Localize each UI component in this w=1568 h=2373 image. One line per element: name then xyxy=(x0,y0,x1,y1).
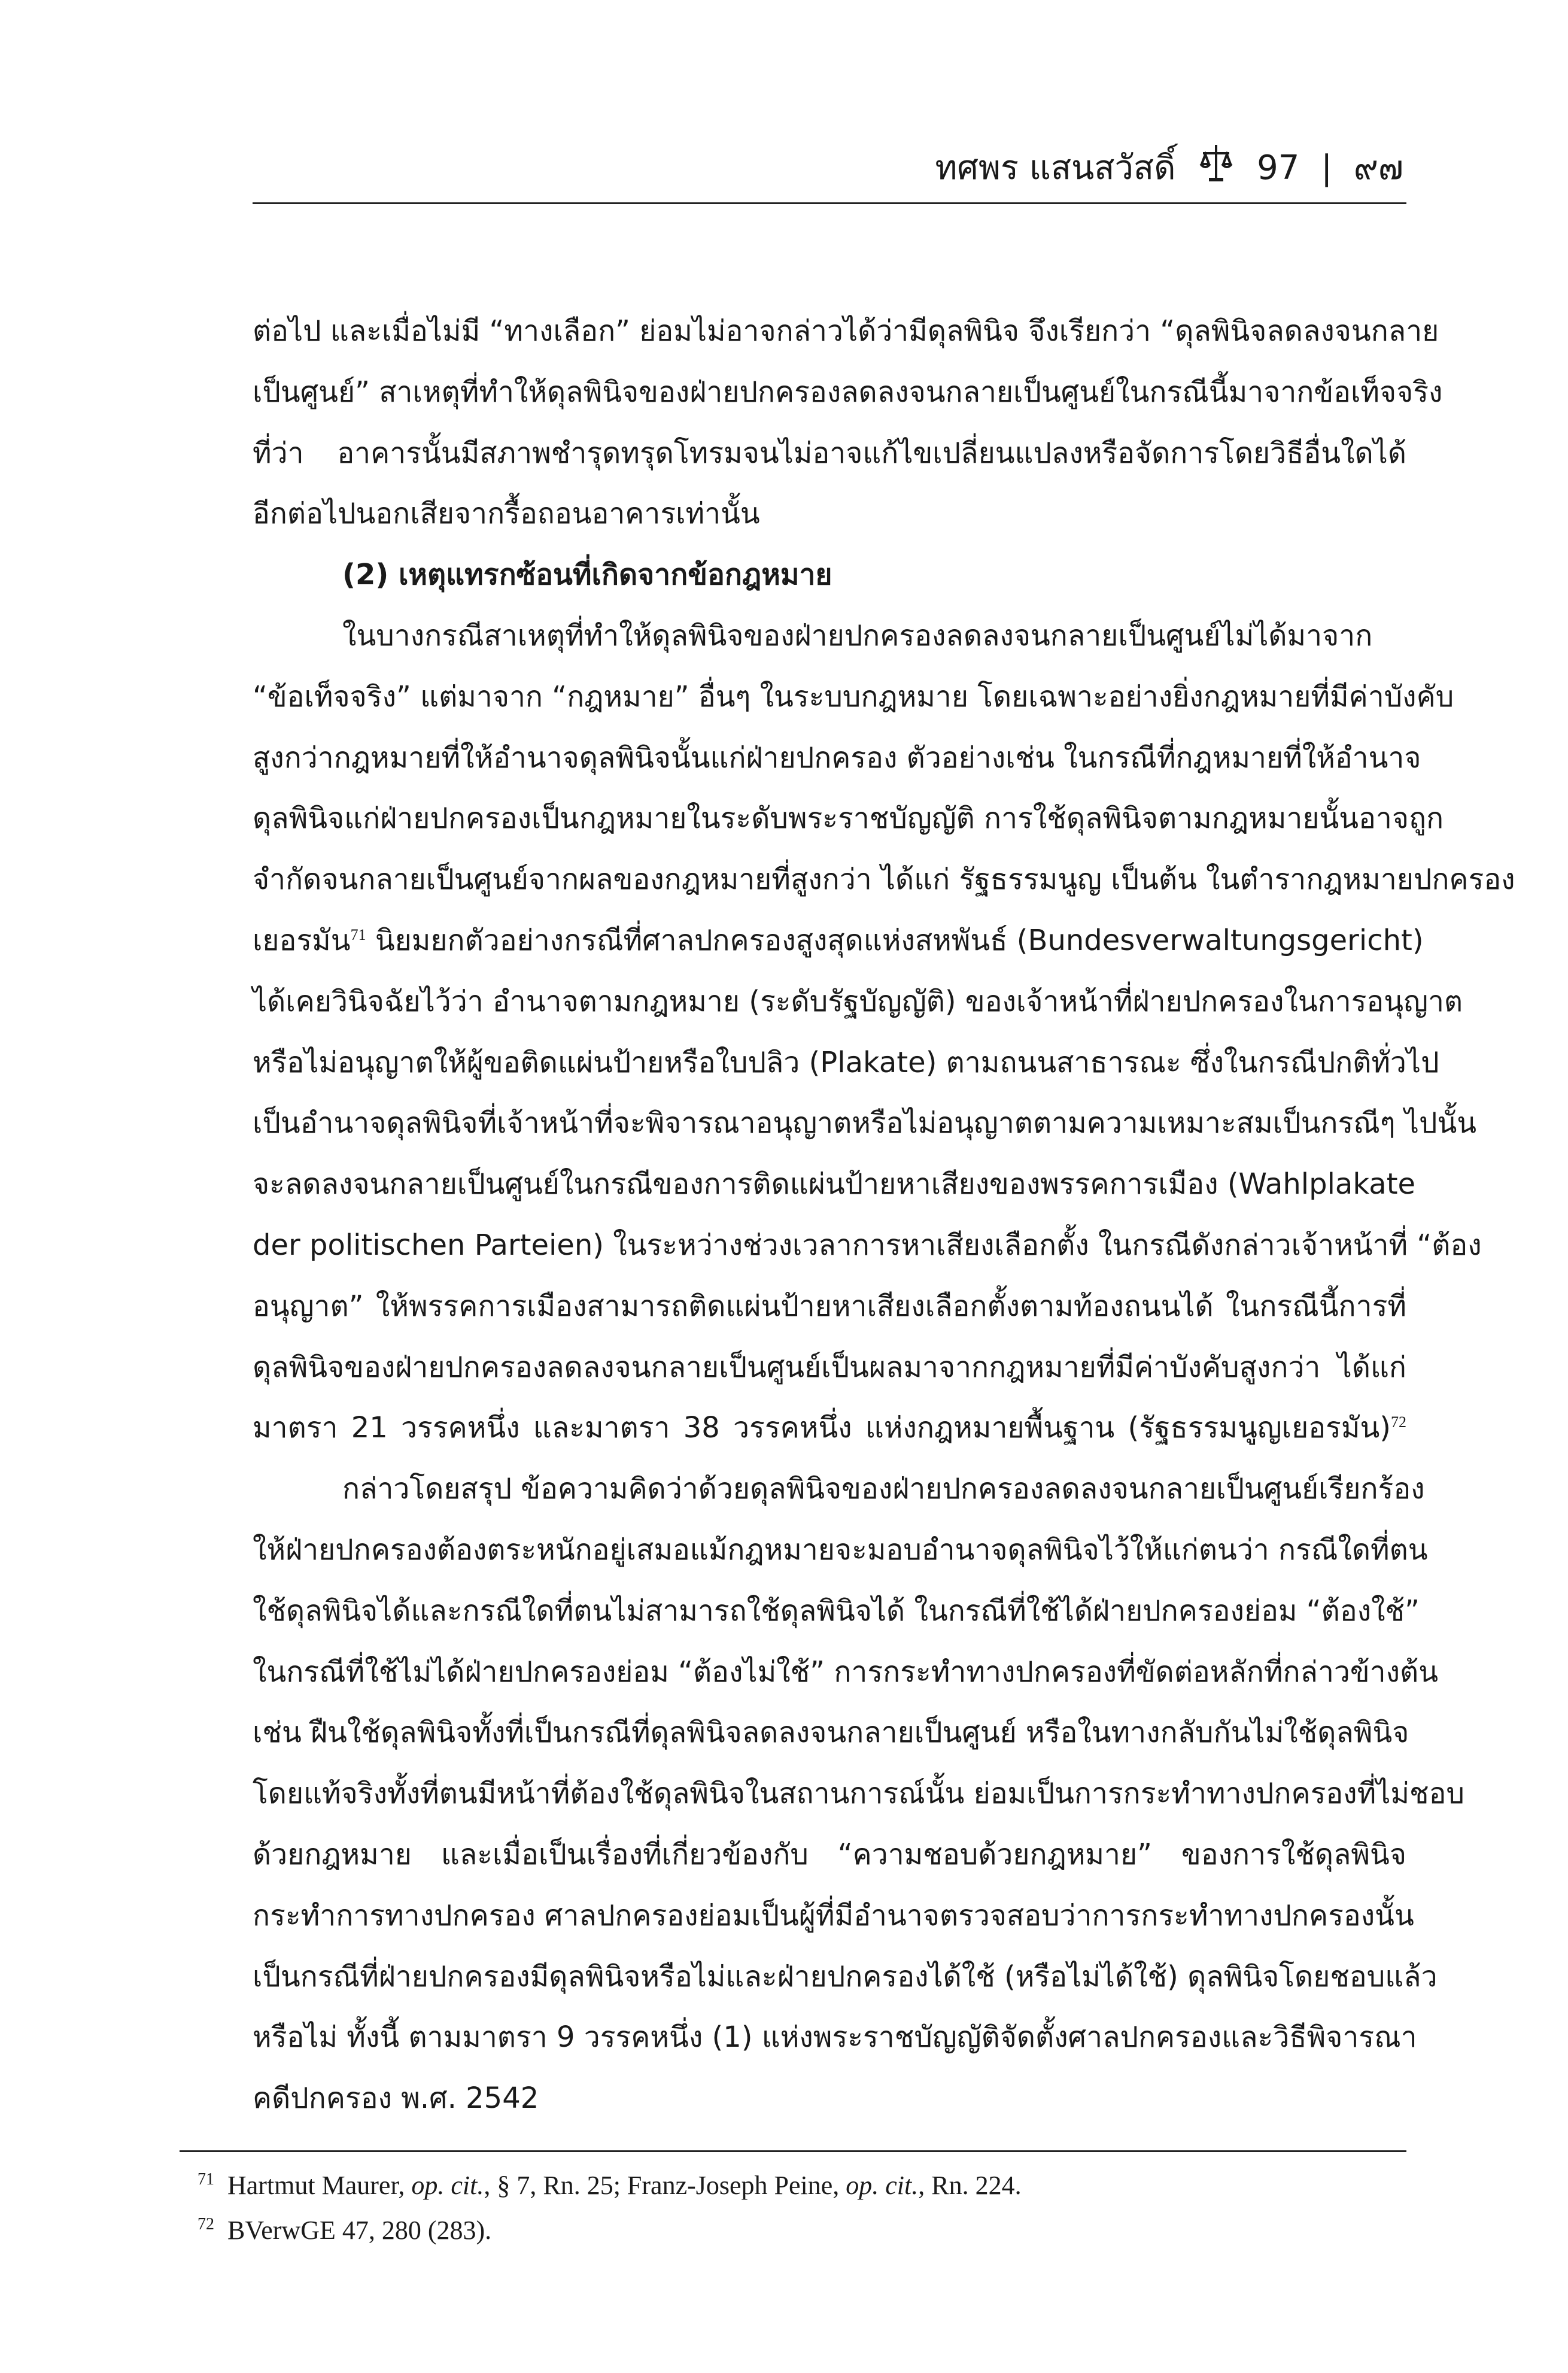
line-text: เยอรมัน xyxy=(253,923,351,957)
footnote-reference[interactable]: 72 xyxy=(1391,1413,1406,1431)
text-line xyxy=(253,972,1463,1033)
page-number-thai: ๙๗ xyxy=(1353,148,1403,188)
footnote-number: 72 xyxy=(197,2215,214,2234)
footnote-text: , Rn. 224. xyxy=(918,2171,1022,2200)
text-line xyxy=(253,484,1406,545)
line-text: เป็นศูนย์” สาเหตุที่ทำให้ดุลพินิจของฝ่ายปกครองลดลงจนกลายเป็นศูนย์ในกรณีนี้มาจากข้อเท็จจริง xyxy=(253,375,1443,409)
text-line xyxy=(253,1215,1482,1276)
text-line xyxy=(253,1520,1428,1581)
footnote-reference[interactable]: 71 xyxy=(350,925,366,943)
line-text: กล่าวโดยสรุป ข้อความคิดว่าด้วยดุลพินิจของฝ่ายปกครองลดลงจนกลายเป็นศูนย์เรียกร้อง xyxy=(342,1472,1425,1506)
text-line xyxy=(253,2068,1406,2129)
text-line xyxy=(253,1337,1406,1398)
line-text: สูงกว่ากฎหมายที่ให้อำนาจดุลพินิจนั้นแก่ฝ่ายปกครอง ตัวอย่างเช่น ในกรณีที่กฎหมายที่ให้อำนาจ xyxy=(253,741,1421,775)
footnote-text: Hartmut Maurer, xyxy=(227,2171,412,2200)
text-line xyxy=(253,1398,1406,1459)
line-text: ได้เคยวินิจฉัยไว้ว่า อำนาจตามกฎหมาย (ระดับรัฐบัญญัติ) ของเจ้าหน้าที่ฝ่ายปกครองในการอนุญาต xyxy=(253,984,1463,1018)
line-text: ในบางกรณีสาเหตุที่ทำให้ดุลพินิจของฝ่ายปกครองลดลงจนกลายเป็นศูนย์ไม่ได้มาจาก xyxy=(342,618,1373,653)
scales-of-justice-icon xyxy=(1199,144,1233,196)
line-text: เช่น ฝืนใช้ดุลพินิจทั้งที่เป็นกรณีที่ดุลพินิจลดลงจนกลายเป็นศูนย์ หรือในทางกลับกันไม่ใช้ดุลพินิจ xyxy=(253,1716,1409,1750)
text-line xyxy=(253,1093,1477,1154)
line-text: กระทำการทางปกครอง ศาลปกครองย่อมเป็นผู้ที่มีอำนาจตรวจสอบว่าการกระทำทางปกครองนั้น xyxy=(253,1898,1414,1932)
text-line xyxy=(253,1459,1425,1520)
text-line xyxy=(253,2007,1417,2068)
text-line xyxy=(253,606,1406,667)
running-header xyxy=(0,144,1403,192)
line-text: หรือไม่อนุญาตให้ผู้ขอติดแผ่นป้ายหรือใบปลิว (Plakate) ตามถนนสาธารณะ ซึ่งในกรณีปกติทั่วไป xyxy=(253,1045,1439,1079)
line-text: ในกรณีที่ใช้ไม่ได้ฝ่ายปกครองย่อม “ต้องไม่ใช้” การกระทำทางปกครองที่ขัดต่อหลักที่กล่าวข้างต้น xyxy=(253,1655,1439,1689)
text-line xyxy=(253,1825,1406,1886)
body-text xyxy=(253,301,1515,2129)
line-text: “ข้อเท็จจริง” แต่มาจาก “กฎหมาย” อื่นๆ ในระบบกฎหมาย โดยเฉพาะอย่างยิ่งกฎหมายที่มีค่าบังคับ xyxy=(253,679,1454,714)
text-line xyxy=(253,849,1515,911)
line-text: เป็นกรณีที่ฝ่ายปกครองมีดุลพินิจหรือไม่และฝ่ายปกครองได้ใช้ (หรือไม่ได้ใช้) ดุลพินิจโดยชอบแล้ว xyxy=(253,1959,1438,1993)
footnote-text: , § 7, Rn. 25; Franz-Joseph Peine, xyxy=(484,2171,846,2200)
line-text: ดุลพินิจแก่ฝ่ายปกครองเป็นกฎหมายในระดับพระราชบัญญัติ การใช้ดุลพินิจตามกฎหมายนั้นอาจถูก xyxy=(253,802,1444,836)
line-text: ด้วยกฎหมาย และเมื่อเป็นเรื่องที่เกี่ยวข้องกับ “ความชอบด้วยกฎหมาย” ของการใช้ดุลพินิจ xyxy=(253,1837,1406,1871)
text-line xyxy=(253,1154,1416,1215)
line-text: จำกัดจนกลายเป็นศูนย์จากผลของกฎหมายที่สูงกว่า ได้แก่ รัฐธรรมนูญ เป็นต้น ในตำรากฎหมายปกครอง xyxy=(253,863,1515,897)
line-text: ที่ว่า อาคารนั้นมีสภาพชำรุดทรุดโทรมจนไม่อาจแก้ไขเปลี่ยนแปลงหรือจัดการโดยวิธีอื่นใดได้ xyxy=(253,436,1406,470)
footnote-72 xyxy=(197,2215,491,2245)
text-line xyxy=(253,788,1444,849)
line-text: ใช้ดุลพินิจได้และกรณีใดที่ตนไม่สามารถใช้ดุลพินิจได้ ในกรณีที่ใช้ได้ฝ่ายปกครองย่อม “ต้องใช้” xyxy=(253,1594,1420,1628)
text-line xyxy=(253,1642,1439,1703)
line-text: มาตรา 21 วรรคหนึ่ง และมาตรา 38 วรรคหนึ่ง แห่งกฎหมายพื้นฐาน (รัฐธรรมนูญเยอรมัน) xyxy=(253,1411,1391,1445)
line-text: อีกต่อไปนอกเสียจากรื้อถอนอาคารเท่านั้น xyxy=(253,497,760,531)
footnote-text: op. cit. xyxy=(846,2171,919,2200)
text-line xyxy=(253,1886,1414,1947)
text-line xyxy=(253,1276,1406,1337)
line-text: ดุลพินิจของฝ่ายปกครองลดลงจนกลายเป็นศูนย์เป็นผลมาจากกฎหมายที่มีค่าบังคับสูงกว่า ได้แก่ xyxy=(253,1350,1406,1384)
text-line xyxy=(253,301,1439,362)
text-line xyxy=(253,728,1421,789)
text-line xyxy=(253,423,1406,484)
line-text: จะลดลงจนกลายเป็นศูนย์ในกรณีของการติดแผ่นป้ายหาเสียงของพรรคการเมือง (Wahlplakate xyxy=(253,1167,1416,1201)
line-text: ให้ฝ่ายปกครองต้องตระหนักอยู่เสมอแม้กฎหมายจะมอบอำนาจดุลพินิจไว้ให้แก่ตนว่า กรณีใดที่ตน xyxy=(253,1533,1428,1567)
footnote-71 xyxy=(197,2170,1022,2201)
text-line xyxy=(253,1703,1409,1764)
line-text: นิยมยกตัวอย่างกรณีที่ศาลปกครองสูงสุดแห่งสหพันธ์ (Bundesverwaltungsgericht) xyxy=(366,923,1424,957)
line-text: อนุญาต” ให้พรรคการเมืองสามารถติดแผ่นป้ายหาเสียงเลือกตั้งตามท้องถนนได้ ในกรณีนี้การที่ xyxy=(253,1289,1406,1323)
section-heading xyxy=(253,545,1406,606)
line-text: คดีปกครอง พ.ศ. 2542 xyxy=(253,2081,539,2116)
author-name: ทศพร แสนสวัสดิ์ xyxy=(935,148,1176,188)
text-line xyxy=(253,1764,1464,1825)
line-text: der politischen Parteien) ในระหว่างช่วงเวลาการหาเสียงเลือกตั้ง ในกรณีดังกล่าวเจ้าหน้าที่ “ต้อง xyxy=(253,1228,1482,1262)
footnote-text: op. cit. xyxy=(411,2171,484,2200)
line-text: หรือไม่ ทั้งนี้ ตามมาตรา 9 วรรคหนึ่ง (1) แห่งพระราชบัญญัติจัดตั้งศาลปกครองและวิธีพิจารณา xyxy=(253,2020,1417,2055)
text-line xyxy=(253,362,1443,423)
line-text: ต่อไป และเมื่อไม่มี “ทางเลือก” ย่อมไม่อาจกล่าวได้ว่ามีดุลพินิจ จึงเรียกว่า “ดุลพินิจลดลงจนกลาย xyxy=(253,314,1439,348)
line-text: โดยแท้จริงทั้งที่ตนมีหน้าที่ต้องใช้ดุลพินิจในสถานการณ์นั้น ย่อมเป็นการกระทำทางปกครองที่ไม่ชอบ xyxy=(253,1777,1464,1811)
text-line xyxy=(253,1947,1438,2008)
line-text: เป็นอำนาจดุลพินิจที่เจ้าหน้าที่จะพิจารณาอนุญาตหรือไม่อนุญาตตามความเหมาะสมเป็นกรณีๆ ไปนั้น xyxy=(253,1106,1477,1140)
header-rule xyxy=(253,202,1406,204)
footnote-rule xyxy=(180,2150,1406,2152)
footnote-number: 71 xyxy=(197,2170,214,2189)
text-line xyxy=(253,667,1454,728)
text-line xyxy=(253,1033,1439,1094)
page-number: 97 xyxy=(1257,148,1300,188)
footnote-text: BVerwGE 47, 280 (283). xyxy=(227,2216,492,2245)
page-number-separator: | xyxy=(1321,148,1333,188)
text-line xyxy=(253,1581,1420,1642)
line-text: (2) เหตุแทรกซ้อนที่เกิดจากข้อกฎหมาย xyxy=(342,558,832,592)
text-line xyxy=(253,911,1424,972)
